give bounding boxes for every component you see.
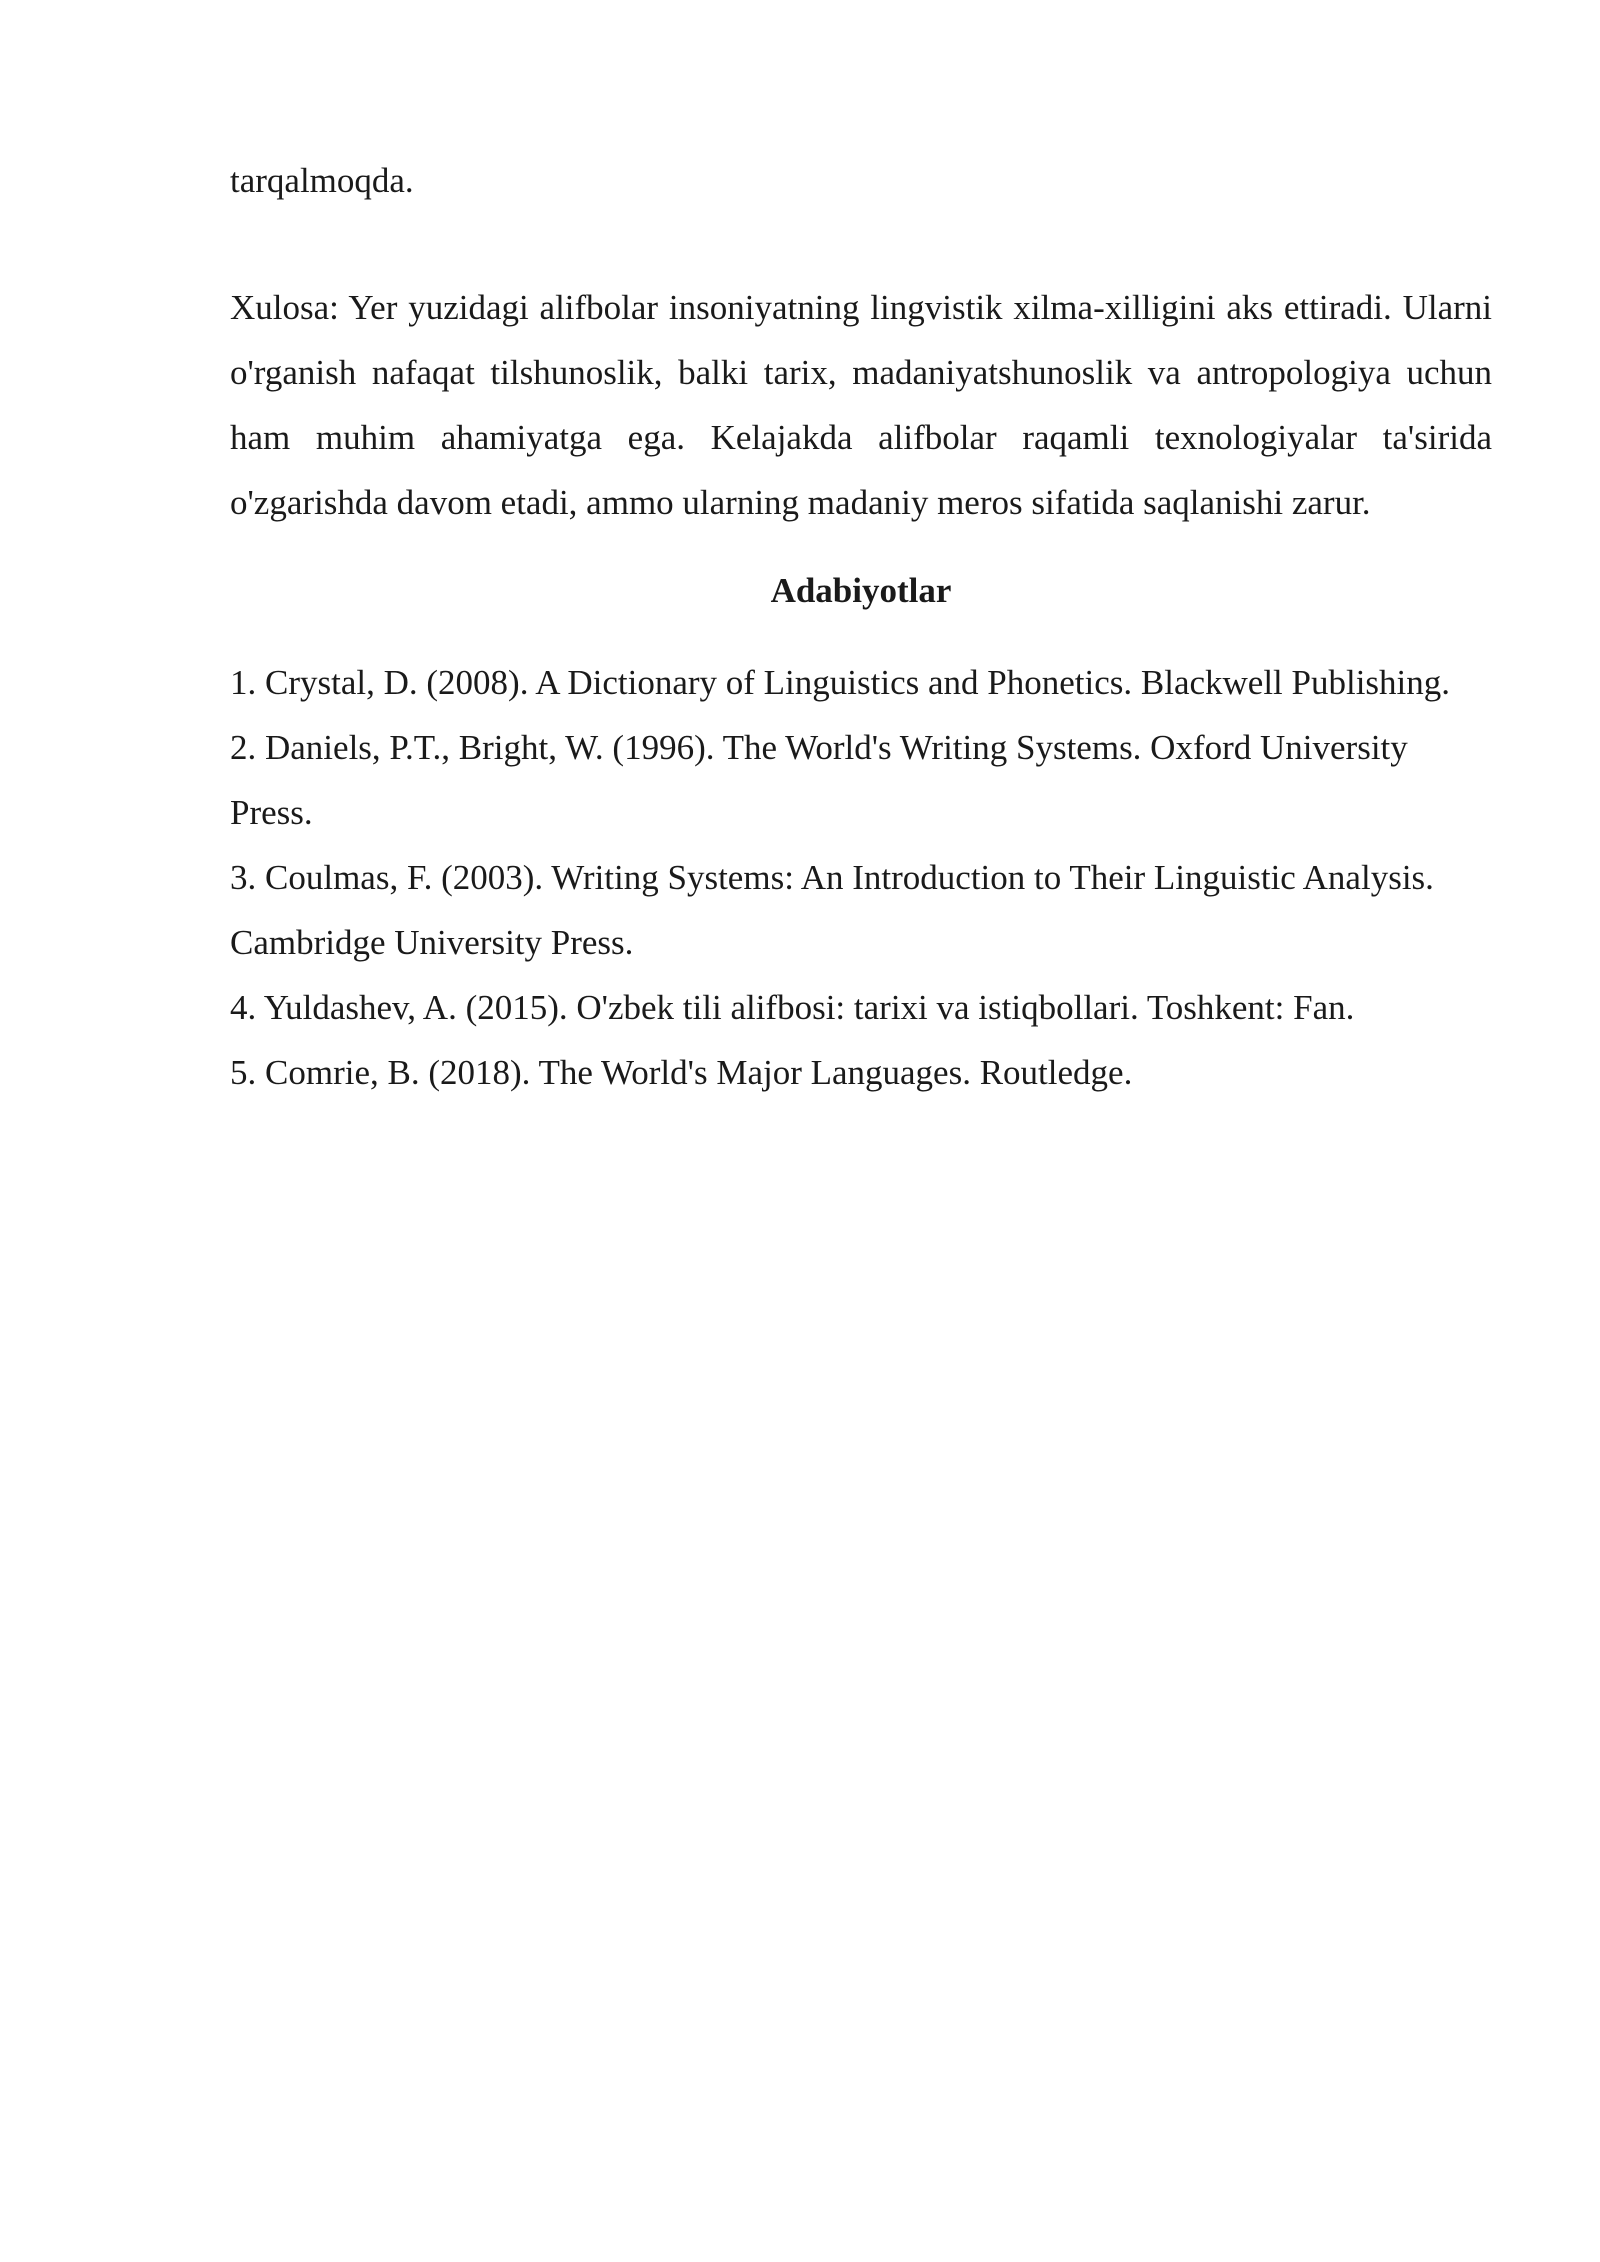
references-heading: Adabiyotlar [770,571,952,610]
paragraph-gap [230,213,1492,275]
reference-item: 4. Yuldashev, A. (2015). O'zbek tili alifbosi: tarixi va istiqbollari. Toshkent: Fan. [230,988,1355,1027]
reference-item: 3. Coulmas, F. (2003). Writing Systems: An Introduction to Their Linguistic Analysis. Cambridge University Press. [230,858,1434,962]
references-list [230,650,1492,1105]
continuation-text: tarqalmoqda. [230,161,414,200]
conclusion-paragraph: Xulosa: Yer yuzidagi alifbolar insoniyatning lingvistik xilma-xilligini aks ettiradi. Ularni o'rganish nafaqat tilshunoslik, balki tarix, madaniyatshunoslik va antropologiya uchun ham muhim ahamiyatga ega. Kelajakda alifbolar raqamli texnologiyalar ta'sirida o'zgarishda davom etadi, ammo ularning madaniy meros sifatida saqlanishi zarur. [230,288,1492,522]
reference-item: 1. Crystal, D. (2008). A Dictionary of Linguistics and Phonetics. Blackwell Publishing. [230,663,1451,702]
reference-item: 2. Daniels, P.T., Bright, W. (1996). The World's Writing Systems. Oxford University Press. [230,728,1408,832]
page-content [230,148,1492,1105]
reference-item: 5. Comrie, B. (2018). The World's Major Languages. Routledge. [230,1053,1133,1092]
